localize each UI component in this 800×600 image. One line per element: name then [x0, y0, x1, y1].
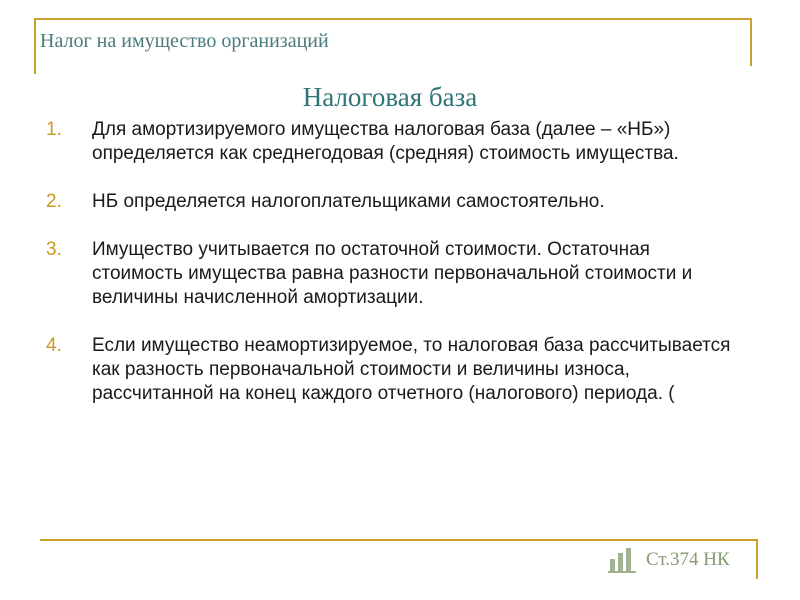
- list-item: [46, 238, 746, 310]
- list-item: [46, 334, 746, 406]
- numbered-list: [46, 118, 746, 406]
- chart-logo-icon: [608, 545, 642, 575]
- list-item-text: Если имущество неамортизируемое, то налоговая база рассчитывается как разность первоначальной стоимости и величины износа, рассчитанной на конец каждого отчетного (налогового) периода. (: [92, 335, 731, 404]
- list-item-number: 1.: [46, 119, 62, 140]
- slide-title: Налоговая база: [302, 82, 478, 112]
- list-item: [46, 118, 746, 166]
- list-item-number: 3.: [46, 239, 62, 260]
- list-item-number: 2.: [46, 191, 62, 212]
- top-divider: [34, 18, 752, 20]
- list-item-text: Имущество учитывается по остаточной стоимости. Остаточная стоимость имущества равна разности первоначальной стоимости и величины начисленной амортизации.: [92, 239, 693, 308]
- list-item-text: Для амортизируемого имущества налоговая база (далее – «НБ») определяется как среднегодовая (средняя) стоимость имущества.: [92, 119, 679, 164]
- list-item: [46, 190, 746, 214]
- footer-reference-text: Ст.374 НК: [646, 549, 730, 570]
- right-frame-line: [750, 18, 752, 66]
- footer-reference: [608, 540, 758, 580]
- header-title: Налог на имущество организаций: [40, 30, 329, 52]
- list-item-number: 4.: [46, 335, 62, 356]
- left-frame-line: [34, 18, 36, 74]
- list-item-text: НБ определяется налогоплательщиками самостоятельно.: [92, 191, 605, 212]
